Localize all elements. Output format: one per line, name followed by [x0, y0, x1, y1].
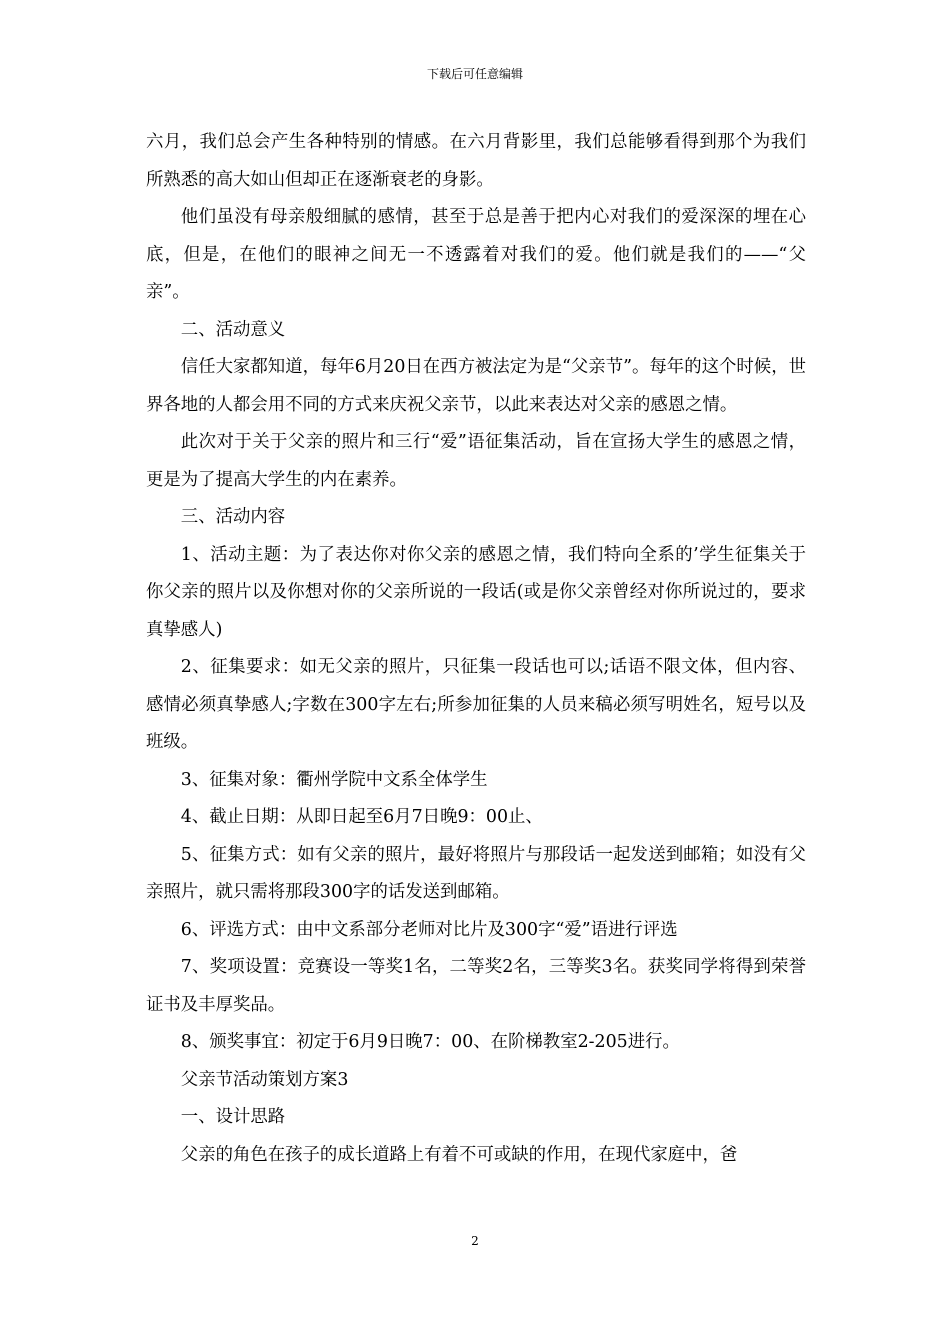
section-heading: 三、活动内容: [180, 507, 286, 527]
list-item: 3、征集对象：衢州学院中文系全体学生: [180, 769, 488, 790]
list-item: 7、奖项设置：竞赛设一等奖1名，二等奖2名，三等奖3名。获奖同学将得到荣誉证书及丰厚奖品。: [146, 957, 806, 1015]
page-number: 2: [471, 1234, 479, 1248]
document-body: [146, 124, 806, 1174]
paragraph: 六月，我们总会产生各种特别的情感。在六月背影里，我们总能够看得到那个为我们所熟悉的高大如山但却正在逐渐衰老的身影。: [146, 132, 806, 190]
page-header: 下载后可任意编辑: [426, 67, 523, 81]
section-heading: 二、活动意义: [180, 319, 286, 340]
section-heading: 一、设计思路: [180, 1107, 286, 1127]
list-item: 6、评选方式：由中文系部分老师对比片及300字“爱”语进行评选: [180, 919, 678, 940]
list-item: 5、征集方式：如有父亲的照片，最好将照片与那段话一起发送到邮箱；如没有父亲照片，就只需将那段300字的话发送到邮箱。: [146, 844, 806, 902]
paragraph: 此次对于关于父亲的照片和三行“爱”语征集活动，旨在宣扬大学生的感恩之情，更是为了提高大学生的内在素养。: [146, 432, 806, 490]
list-item: 4、截止日期：从即日起至6月7日晚9：00止、: [180, 807, 543, 827]
list-item: 1、活动主题：为了表达你对你父亲的感恩之情，我们特向全系的’学生征集关于你父亲的照片以及你想对你的父亲所说的一段话(或是你父亲曾经对你所说过的，要求真挚感人): [146, 544, 806, 640]
paragraph: 父亲的角色在孩子的成长道路上有着不可或缺的作用，在现代家庭中，爸: [180, 1144, 738, 1165]
paragraph: 他们虽没有母亲般细腻的感情，甚至于总是善于把内心对我们的爱深深的埋在心底，但是，在他们的眼神之间无一不透露着对我们的爱。他们就是我们的——“父亲”。: [146, 207, 806, 302]
list-item: 8、颁奖事宜：初定于6月9日晚7：00、在阶梯教室2-205进行。: [180, 1032, 680, 1052]
section-title: 父亲节活动策划方案3: [180, 1069, 349, 1090]
paragraph: 信任大家都知道，每年6月20日在西方被法定为是“父亲节”。每年的这个时候，世界各地的人都会用不同的方式来庆祝父亲节，以此来表达对父亲的感恩之情。: [146, 357, 806, 415]
list-item: 2、征集要求：如无父亲的照片，只征集一段话也可以;话语不限文体，但内容、感情必须真挚感人;字数在300字左右;所参加征集的人员来稿必须写明姓名，短号以及班级。: [146, 657, 806, 752]
